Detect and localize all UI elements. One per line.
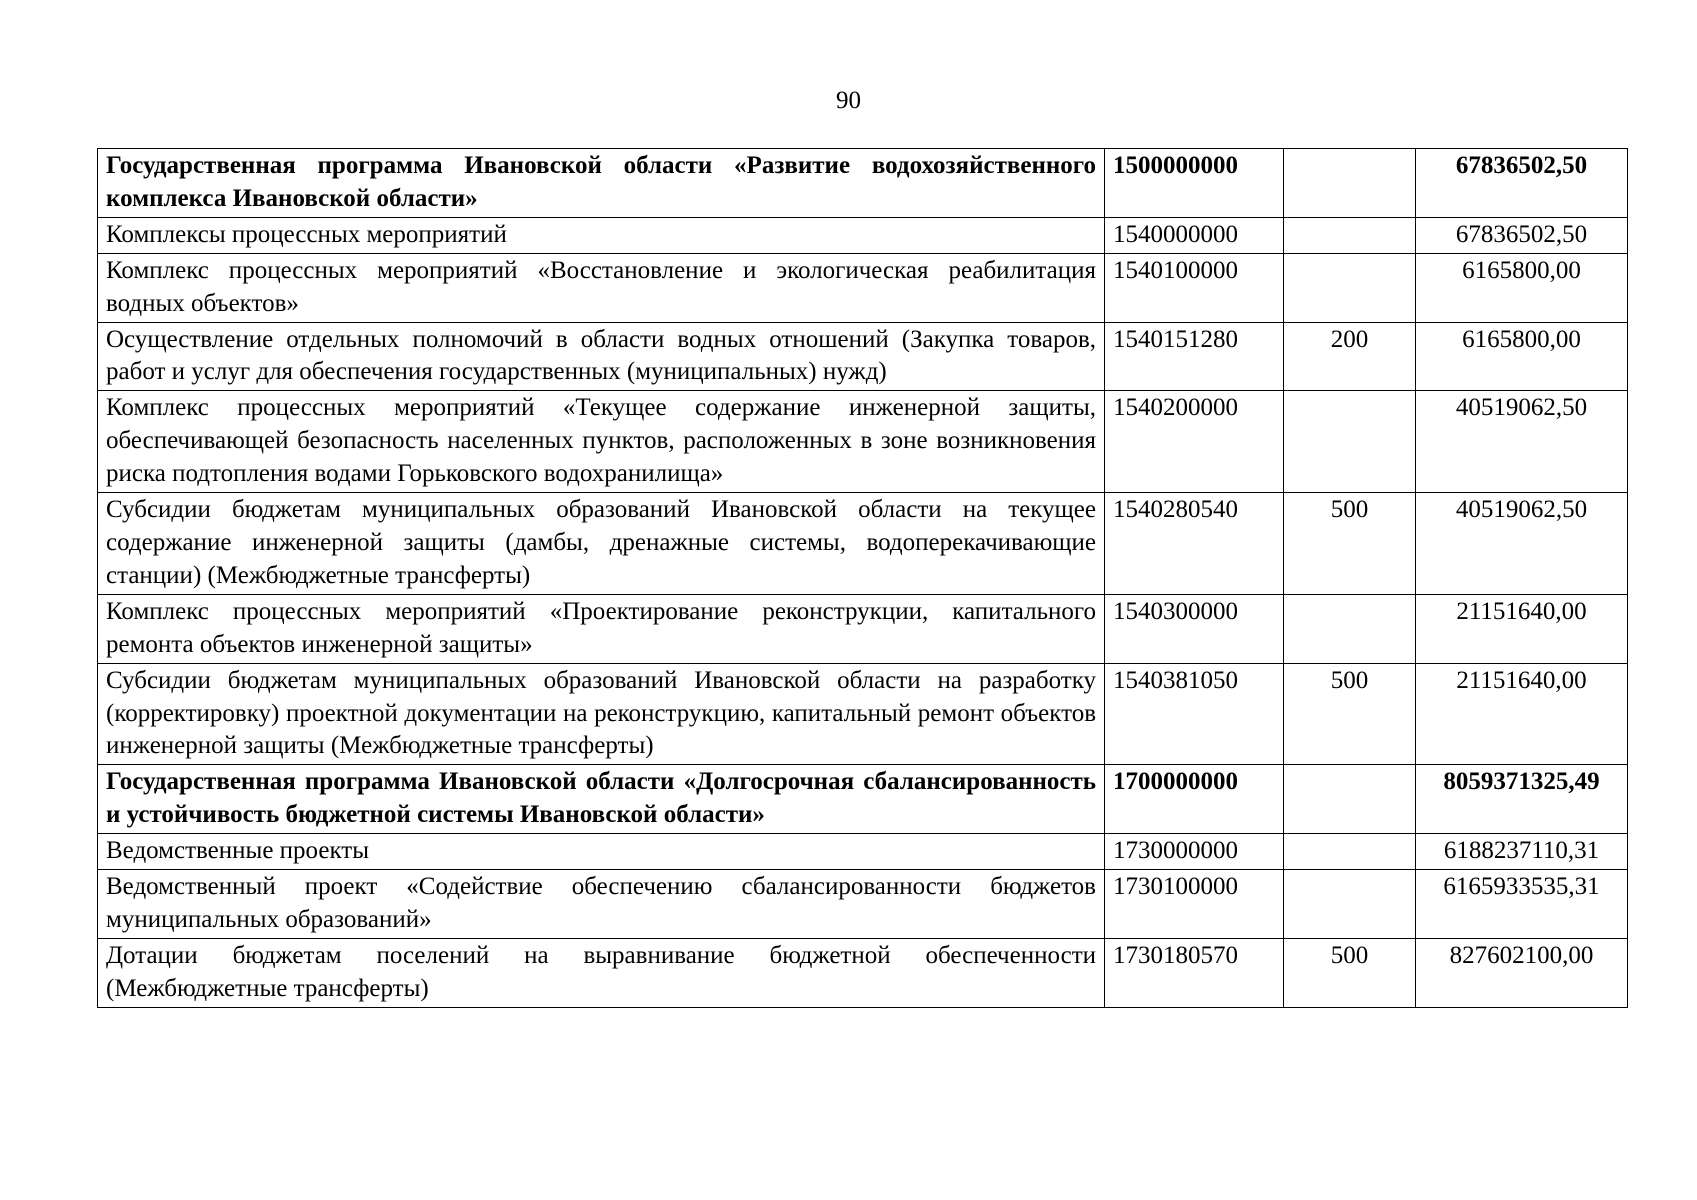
row-name: Ведомственный проект «Содействие обеспечению сбалансированности бюджетов муниципальных образований» <box>98 870 1105 939</box>
row-expense-type <box>1284 149 1416 218</box>
row-code: 1540200000 <box>1105 391 1284 493</box>
table-row <box>98 870 1628 939</box>
row-expense-type: 500 <box>1284 493 1416 595</box>
row-expense-type <box>1284 391 1416 493</box>
row-code: 1540300000 <box>1105 594 1284 663</box>
table-row <box>98 253 1628 322</box>
row-code: 1700000000 <box>1105 765 1284 834</box>
row-amount: 67836502,50 <box>1416 149 1628 218</box>
row-amount: 67836502,50 <box>1416 217 1628 253</box>
page-number: 90 <box>836 87 861 114</box>
row-name: Государственная программа Ивановской области «Развитие водохозяйственного комплекса Ивановской области» <box>98 149 1105 218</box>
row-expense-type <box>1284 834 1416 870</box>
row-code: 1730180570 <box>1105 938 1284 1007</box>
table-row <box>98 217 1628 253</box>
row-amount: 6165800,00 <box>1416 322 1628 391</box>
row-expense-type <box>1284 765 1416 834</box>
row-code: 1730000000 <box>1105 834 1284 870</box>
row-name: Дотации бюджетам поселений на выравнивание бюджетной обеспеченности (Межбюджетные трансферты) <box>98 938 1105 1007</box>
row-code: 1540151280 <box>1105 322 1284 391</box>
budget-table <box>97 148 1628 1008</box>
row-amount: 6165933535,31 <box>1416 870 1628 939</box>
table-row <box>98 322 1628 391</box>
table-row <box>98 493 1628 595</box>
row-code: 1540100000 <box>1105 253 1284 322</box>
row-amount: 21151640,00 <box>1416 663 1628 765</box>
table-row <box>98 765 1628 834</box>
row-amount: 6165800,00 <box>1416 253 1628 322</box>
row-name: Субсидии бюджетам муниципальных образований Ивановской области на разработку (корректировку) проектной документации на реконструкцию, капитальный ремонт объектов инженерной защиты (Межбюджетные трансферты) <box>98 663 1105 765</box>
row-name: Комплекс процессных мероприятий «Текущее содержание инженерной защиты, обеспечивающей безопасность населенных пунктов, расположенных в зоне возникновения риска подтопления водами Горьковского водохранилища» <box>98 391 1105 493</box>
row-name: Субсидии бюджетам муниципальных образований Ивановской области на текущее содержание инженерной защиты (дамбы, дренажные системы, водоперекачивающие станции) (Межбюджетные трансферты) <box>98 493 1105 595</box>
table-row <box>98 834 1628 870</box>
row-name: Государственная программа Ивановской области «Долгосрочная сбалансированность и устойчивость бюджетной системы Ивановской области» <box>98 765 1105 834</box>
row-name: Осуществление отдельных полномочий в области водных отношений (Закупка товаров, работ и услуг для обеспечения государственных (муниципальных) нужд) <box>98 322 1105 391</box>
row-amount: 8059371325,49 <box>1416 765 1628 834</box>
row-amount: 6188237110,31 <box>1416 834 1628 870</box>
row-expense-type <box>1284 253 1416 322</box>
table-row <box>98 938 1628 1007</box>
row-amount: 827602100,00 <box>1416 938 1628 1007</box>
table-row <box>98 663 1628 765</box>
row-expense-type <box>1284 870 1416 939</box>
row-name: Комплексы процессных мероприятий <box>98 217 1105 253</box>
table-row <box>98 594 1628 663</box>
row-code: 1540000000 <box>1105 217 1284 253</box>
row-expense-type <box>1284 594 1416 663</box>
row-amount: 40519062,50 <box>1416 493 1628 595</box>
row-expense-type: 500 <box>1284 663 1416 765</box>
row-amount: 21151640,00 <box>1416 594 1628 663</box>
row-amount: 40519062,50 <box>1416 391 1628 493</box>
row-code: 1500000000 <box>1105 149 1284 218</box>
row-code: 1540280540 <box>1105 493 1284 595</box>
row-name: Комплекс процессных мероприятий «Восстановление и экологическая реабилитация водных объектов» <box>98 253 1105 322</box>
table-row <box>98 391 1628 493</box>
row-code: 1540381050 <box>1105 663 1284 765</box>
row-name: Ведомственные проекты <box>98 834 1105 870</box>
row-expense-type: 200 <box>1284 322 1416 391</box>
table-row <box>98 149 1628 218</box>
row-name: Комплекс процессных мероприятий «Проектирование реконструкции, капитального ремонта объектов инженерной защиты» <box>98 594 1105 663</box>
row-code: 1730100000 <box>1105 870 1284 939</box>
row-expense-type: 500 <box>1284 938 1416 1007</box>
row-expense-type <box>1284 217 1416 253</box>
